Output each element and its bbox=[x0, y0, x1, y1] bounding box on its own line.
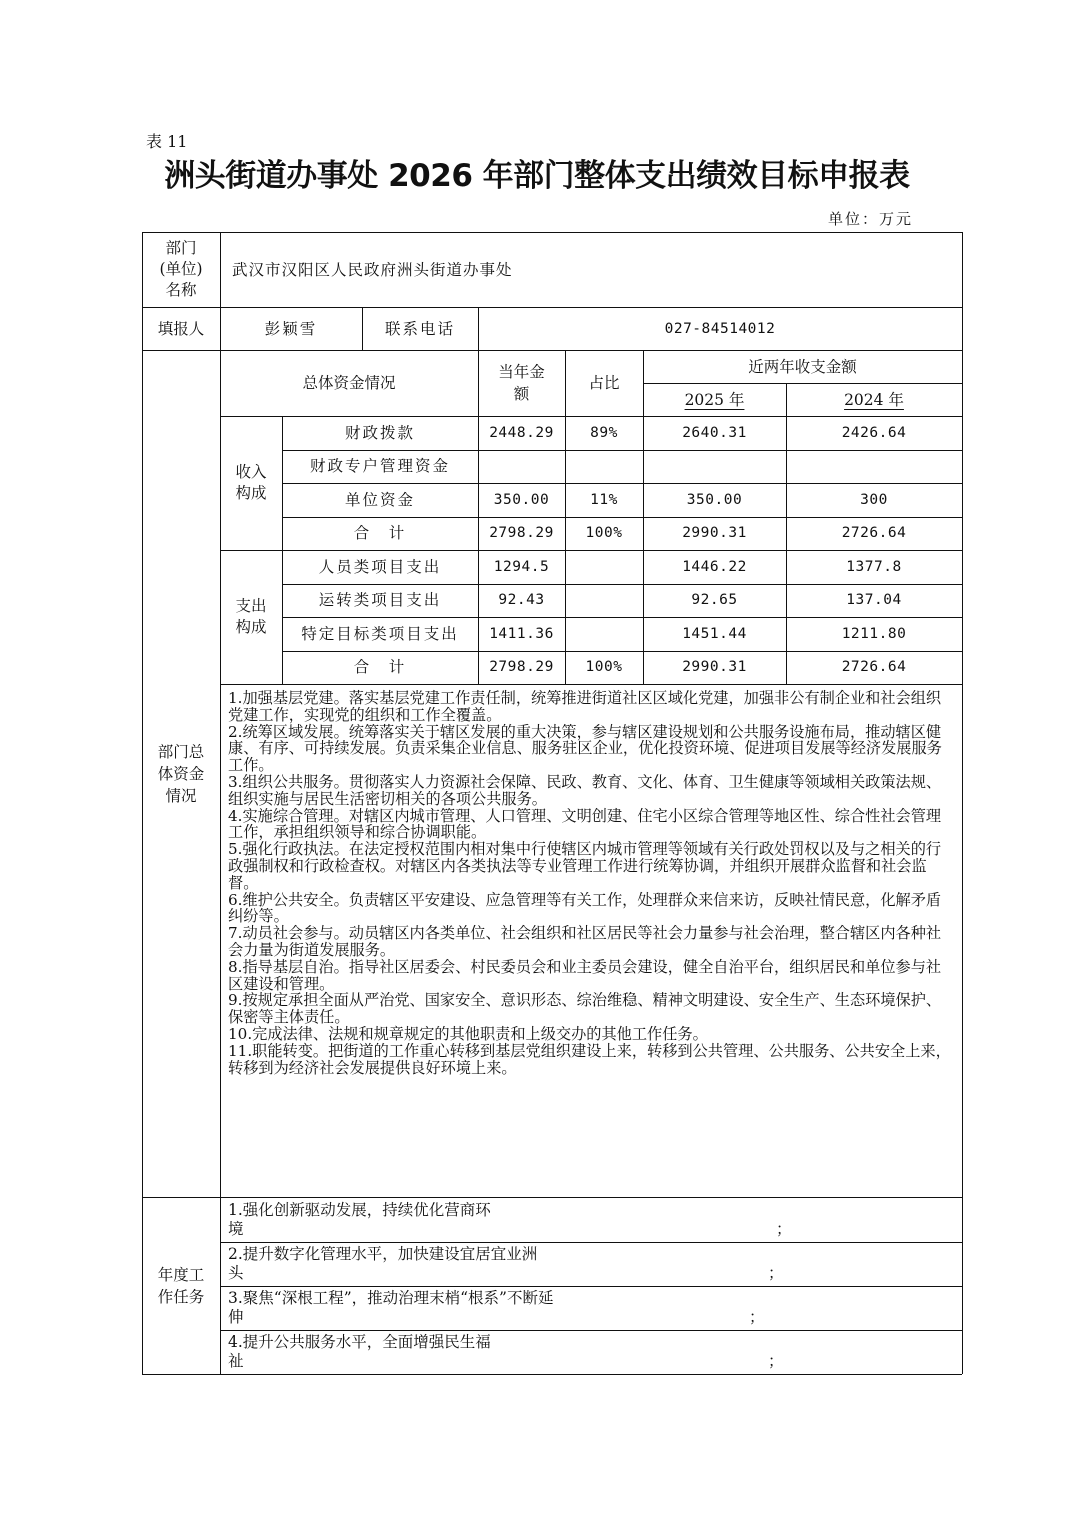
duty-item: 4.实施综合管理。对辖区内城市管理、人口管理、文明创建、住宅小区综合管理等地区性、综合性社会管理工作，承担组织领导和综合协调职能。 bbox=[228, 806, 942, 842]
duties-text bbox=[228, 690, 956, 1076]
row-name: 财政专户管理资金 bbox=[309, 457, 450, 475]
unit-label: 单位：万元 bbox=[828, 210, 914, 228]
year-2025-header: 2025 年 bbox=[684, 390, 745, 409]
row-2024: 137.04 bbox=[846, 592, 902, 608]
row-ratio bbox=[565, 550, 643, 583]
page-title: 洲头街道办事处 2026 年部门整体支出绩效目标申报表 bbox=[164, 158, 910, 194]
row-amount: 2448.29 bbox=[489, 424, 554, 441]
reporter-name: 彭颖雪 bbox=[264, 319, 318, 338]
row-2025 bbox=[643, 450, 786, 483]
row-name: 合 计 bbox=[353, 524, 407, 542]
row-2025: 2990.31 bbox=[682, 659, 747, 675]
overall-funds-header: 总体资金情况 bbox=[302, 374, 396, 392]
duty-item: 10.完成法律、法规和规章规定的其他职责和上级交办的其他工作任务。 bbox=[228, 1024, 708, 1043]
row-2024: 2726.64 bbox=[841, 659, 907, 675]
funds-section-label: 部门总 体资金 情况 bbox=[157, 742, 205, 805]
row-2025: 2990.31 bbox=[682, 525, 747, 541]
duty-item: 9.按规定承担全面从严治党、国家安全、意识形态、综治维稳、精神文明建设、安全生产、生态环境保护、保密等主体责任。 bbox=[228, 991, 942, 1027]
table-number: 表 11 bbox=[146, 132, 188, 151]
duty-item: 2.统筹区域发展。统筹落实关于辖区发展的重大决策，参与辖区建设规划和公共服务设施布局，推动辖区健康、有序、可持续发展。负责采集企业信息、服务驻区企业，优化投资环境、促进项目发展等经济发展服务工作。 bbox=[228, 722, 942, 775]
income-label: 收入 构成 bbox=[235, 463, 267, 502]
phone-label: 联系电话 bbox=[384, 319, 455, 338]
row-amount: 350.00 bbox=[493, 491, 550, 508]
duty-item: 11.职能转变。把街道的工作重心转移到基层党组织建设上来，转移到公共管理、公共服务、公共安全上来，转移到为经济社会发展提供良好环境上来。 bbox=[228, 1041, 951, 1077]
row-name: 单位资金 bbox=[344, 490, 415, 509]
row-ratio bbox=[565, 450, 643, 483]
row-ratio: 89% bbox=[590, 424, 618, 441]
row-amount: 1411.36 bbox=[489, 625, 554, 642]
row-ratio: 11% bbox=[590, 491, 618, 508]
duty-item: 8.指导基层自治。指导社区居委会、村民委员会和业主委员会建设，健全自治平台，组织居民和单位参与社区建设和管理。 bbox=[228, 957, 942, 993]
row-2025: 1446.22 bbox=[682, 558, 747, 575]
ratio-header: 占比 bbox=[588, 374, 620, 392]
row-ratio: 100% bbox=[585, 525, 623, 541]
row-2024: 300 bbox=[860, 491, 888, 508]
row-2025: 2640.31 bbox=[682, 424, 747, 441]
duty-item: 3.组织公共服务。贯彻落实人力资源社会保障、民政、教育、文化、体育、卫生健康等领域相关政策法规、组织实施与居民生活密切相关的各项公共服务。 bbox=[228, 772, 942, 808]
duty-item: 7.动员社会参与。动员辖区内各类单位、社会组织和社区居民等社会力量参与社会治理，整合辖区内各种社会力量为街道发展服务。 bbox=[228, 924, 942, 959]
row-ratio bbox=[565, 617, 643, 650]
row-amount: 2798.29 bbox=[489, 659, 554, 675]
recent-years-header: 近两年收支金额 bbox=[748, 357, 857, 376]
year-2024-header: 2024 年 bbox=[844, 390, 904, 409]
row-amount: 92.43 bbox=[498, 592, 545, 608]
row-2024: 1377.8 bbox=[846, 558, 902, 575]
annual-tasks-label: 年度工 作任务 bbox=[157, 1265, 205, 1306]
row-name: 人员类项目支出 bbox=[318, 557, 442, 576]
reporter-label: 填报人 bbox=[157, 319, 205, 338]
row-name: 运转类项目支出 bbox=[318, 591, 442, 609]
row-amount: 2798.29 bbox=[489, 525, 554, 541]
dept-name-label: 部门 (单位) 名称 bbox=[159, 239, 203, 299]
row-name: 合 计 bbox=[353, 658, 407, 676]
row-name: 财政拨款 bbox=[344, 423, 415, 442]
row-2024 bbox=[786, 450, 962, 483]
row-2024: 2426.64 bbox=[841, 424, 907, 441]
row-2024: 2726.64 bbox=[841, 525, 907, 541]
row-amount bbox=[478, 450, 565, 483]
row-2025: 350.00 bbox=[686, 491, 743, 508]
row-name: 特定目标类项目支出 bbox=[301, 624, 459, 643]
duty-item: 1.加强基层党建。落实基层党建工作责任制，统筹推进街道社区区域化党建，加强非公有制企业和社会组织党建工作，实现党的组织和工作全覆盖。 bbox=[228, 689, 942, 724]
row-amount: 1294.5 bbox=[493, 558, 550, 575]
row-2025: 92.65 bbox=[691, 592, 738, 608]
task-item: 3.聚焦“深根工程”，推动治理末梢“根系”不断延 伸 ； bbox=[228, 1289, 765, 1326]
task-item: 1.强化创新驱动发展，持续优化营商环 境 ； bbox=[228, 1201, 792, 1238]
row-2025: 1451.44 bbox=[682, 625, 747, 642]
duty-item: 5.强化行政执法。在法定授权范围内相对集中行使辖区内城市管理等领域有关行政处罚权以及与之相关的行政强制权和行政检查权。对辖区内各类执法等专业管理工作进行统筹协调，并组织开展群众监督和社会监督。 bbox=[228, 840, 942, 892]
duty-item: 6.维护公共安全。负责辖区平安建设、应急管理等有关工作，处理群众来信来访，反映社情民意，化解矛盾纠纷等。 bbox=[228, 890, 942, 926]
row-2024: 1211.80 bbox=[841, 625, 907, 642]
task-item: 4.提升公共服务水平，全面增强民生福 祉 ； bbox=[228, 1333, 784, 1370]
expense-label: 支出 构成 bbox=[235, 597, 267, 636]
phone-value: 027-84514012 bbox=[664, 320, 776, 337]
task-item: 2.提升数字化管理水平，加快建设宜居宜业洲 头 ； bbox=[228, 1245, 784, 1282]
current-amount-header: 当年金 额 bbox=[498, 363, 545, 403]
row-ratio bbox=[565, 584, 643, 617]
row-ratio: 100% bbox=[585, 659, 623, 675]
dept-name-value: 武汉市汉阳区人民政府洲头街道办事处 bbox=[232, 260, 513, 279]
